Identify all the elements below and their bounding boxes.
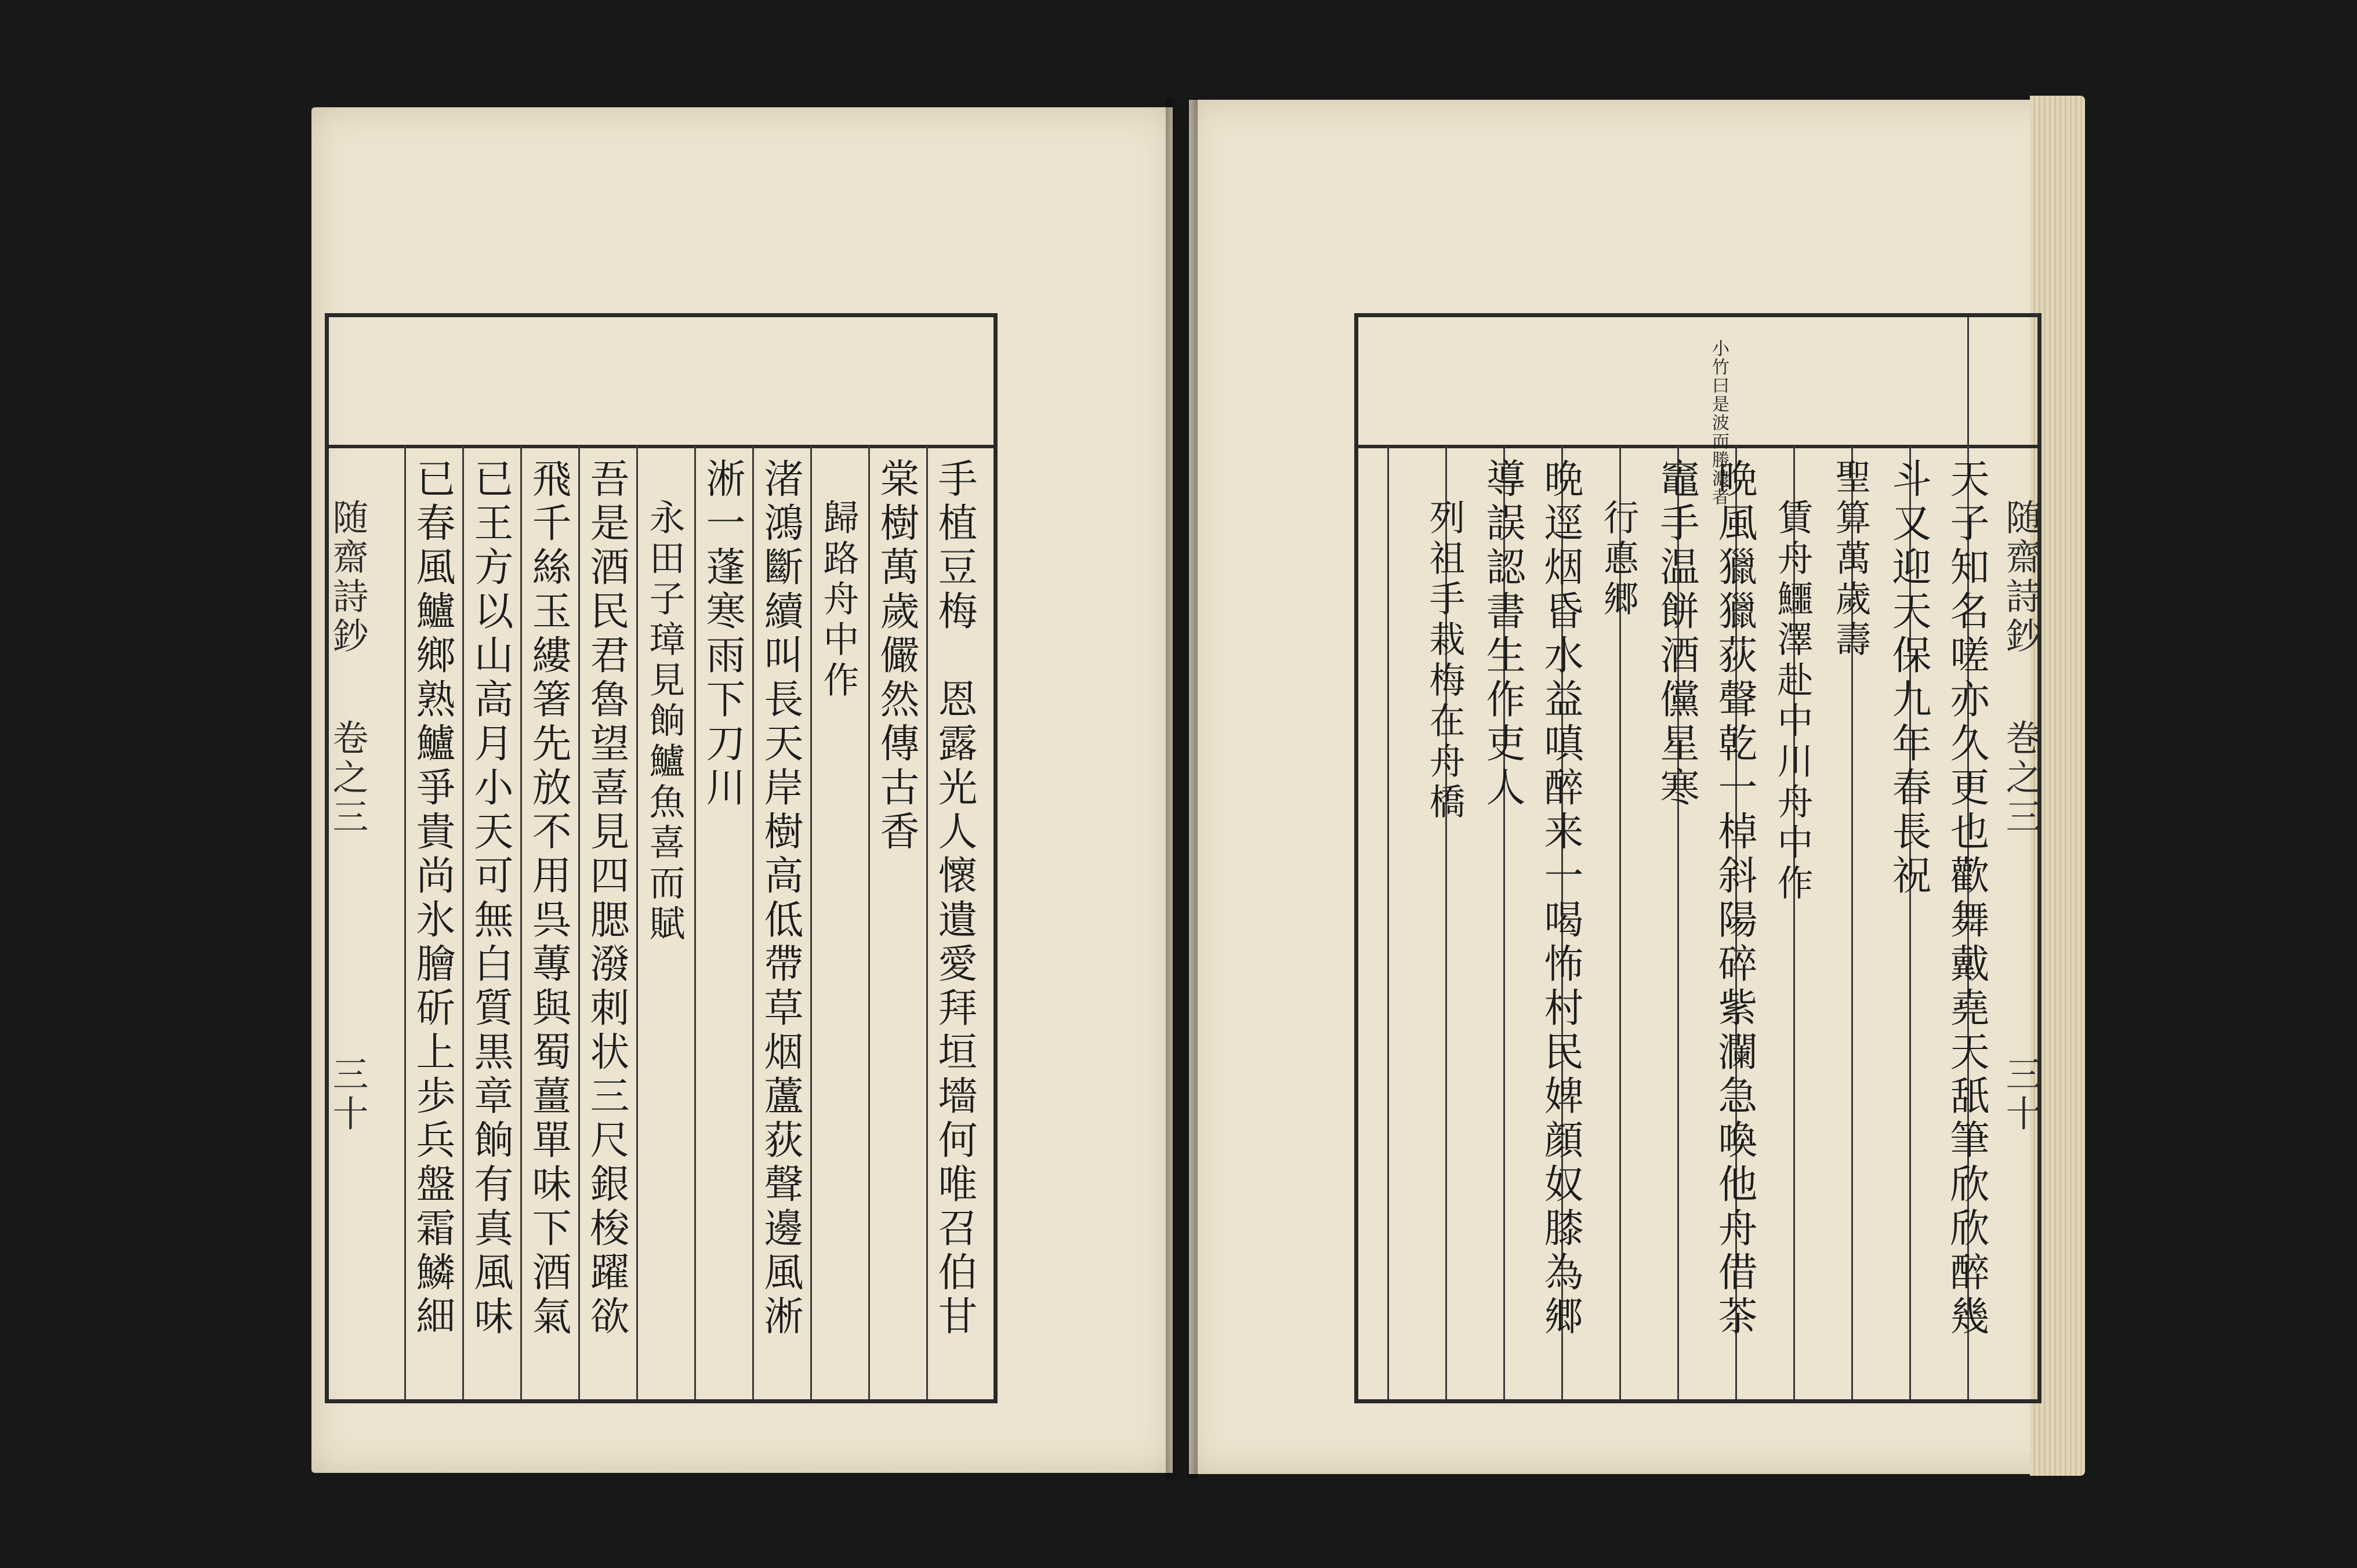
text-column: 手植豆梅 恩露光人懷遺愛拜垣墻何唯召伯甘 [931, 458, 977, 1340]
text-column: 晩逕烟昏水益嗔醉来一喝怖村民婢顔奴膝為郷 [1538, 458, 1583, 1340]
text-column: 淅一蓬寒雨下刀川 [699, 458, 745, 811]
text-column: 晩風獵獵荻聲乾一棹斜陽碎紫瀾急喚他舟借茶 [1711, 458, 1757, 1340]
book-gutter [1166, 99, 1198, 1479]
column-rule [810, 446, 812, 1399]
header-annotation: 小竹曰是波而勝濃者 [1709, 339, 1729, 506]
text-column: 導誤認書生作吏人 [1480, 458, 1525, 811]
text-column: 竈手温餅酒儻星寒 [1653, 458, 1699, 811]
poem-heading: 賃舟鱷澤赴中川舟中作 [1771, 458, 1814, 905]
column-rule [926, 446, 928, 1399]
text-column: 棠樹萬歲儼然傳古香 [873, 458, 919, 855]
column-rule [1387, 446, 1389, 1399]
left-margin-title: 随齋詩鈔 [327, 499, 369, 656]
column-rule [694, 446, 696, 1399]
text-column: 飛千絲玉縷箸先放不用呉蓴與蜀薑單味下酒氣 [525, 458, 571, 1340]
text-column: 渚鴻斷續叫長天岸樹高低帶草烟蘆荻聲邊風淅 [757, 458, 803, 1340]
poem-heading: 列祖手栽梅在舟橋 [1423, 458, 1466, 823]
column-rule [752, 446, 754, 1399]
column-rule [462, 446, 464, 1399]
poem-heading: 行悳郷 [1597, 458, 1640, 620]
column-rule [868, 446, 870, 1399]
right-margin-title: 随齋詩鈔 [2000, 499, 2042, 656]
text-column: 吾是酒民君魯望喜見四腮潑刺状三尺銀梭躍欲 [583, 458, 629, 1340]
poem-heading: 歸路舟中作 [817, 458, 860, 702]
text-column: 已春風鱸鄉熟鱸爭貴尚氷膾斫上歩兵盤霜鱗細 [409, 458, 455, 1340]
text-column: 聖算萬歲壽 [1829, 458, 1872, 661]
column-rule [404, 446, 406, 1399]
text-column: 斗又迎天保九年春長祝 [1885, 458, 1931, 899]
right-margin-volume: 巻之三 [2000, 719, 2042, 837]
left-margin-volume: 卷之三 [327, 719, 369, 837]
text-column: 天子知名嗟亦久更也歡舞戴堯天舐筆欣欣醉幾 [1943, 458, 1989, 1340]
column-rule [520, 446, 522, 1399]
poem-heading: 永田子璋見餉鱸魚喜而賦 [643, 458, 686, 945]
text-column: 已王方以山高月小天可無白質黒章餉有真風味 [467, 458, 513, 1340]
column-rule [578, 446, 580, 1399]
header-rule [329, 445, 993, 448]
column-rule [636, 446, 638, 1399]
left-margin-folio: 三十 [327, 1055, 369, 1134]
right-margin-folio: 三十 [2000, 1055, 2042, 1134]
header-rule [1358, 445, 2037, 448]
